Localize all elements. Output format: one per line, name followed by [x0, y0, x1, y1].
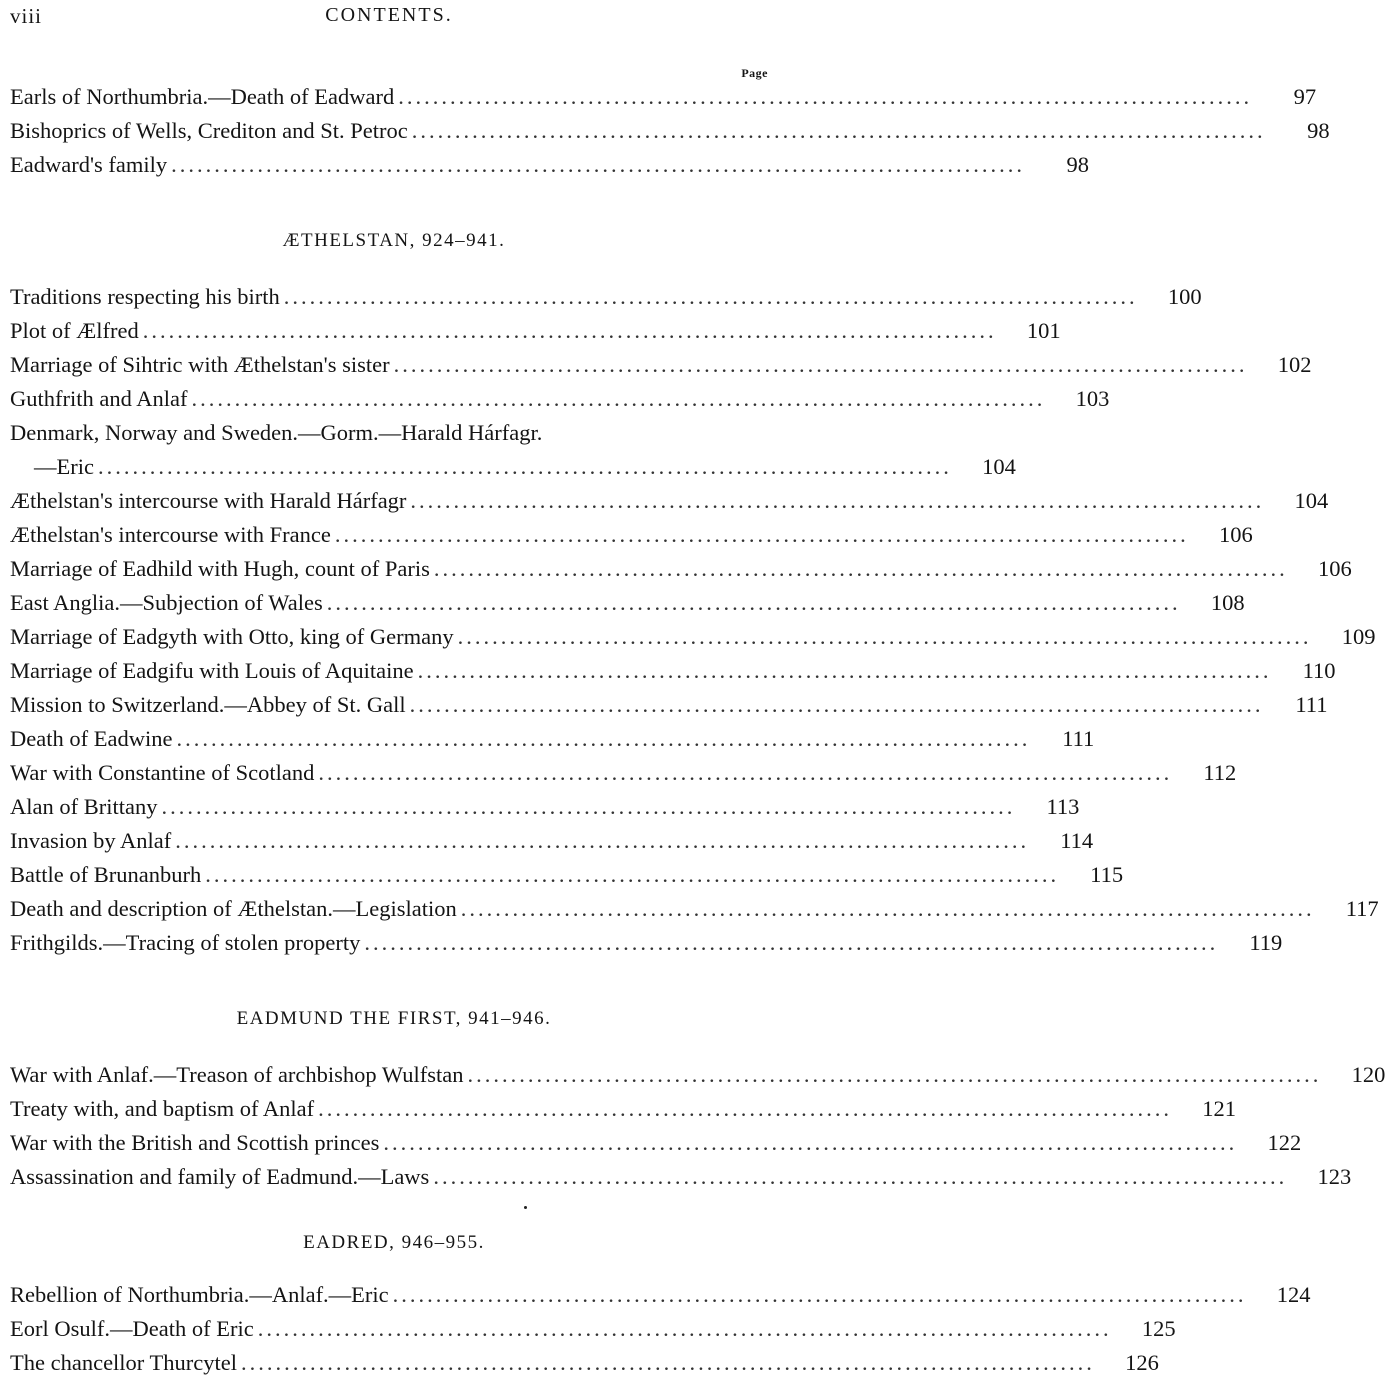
entry-title-first-line: Denmark, Norway and Sweden.—Gorm.—Harald Hárfagr.: [10, 420, 543, 445]
entry-title: East Anglia.—Subjection of Wales: [10, 590, 323, 615]
toc-entry: [10, 386, 1110, 416]
dot-leader: ...................................................................................................: [283, 284, 1138, 309]
dot-leader: ...................................................................................................: [240, 1350, 1095, 1375]
toc-entry: [10, 658, 1336, 688]
toc-entry: [34, 454, 1016, 484]
toc-entry: [10, 1282, 1311, 1312]
dot-leader: ...................................................................................................: [393, 352, 1248, 377]
section-heading: EADRED, 946–955.: [303, 1232, 485, 1253]
toc-entry: [10, 726, 1095, 756]
entry-page: 124: [1276, 1282, 1311, 1307]
printer-mark: [524, 1206, 527, 1209]
entry-title: Plot of Ælfred: [10, 318, 139, 343]
section-heading: ÆTHELSTAN, 924–941.: [282, 230, 506, 251]
dot-leader: ...................................................................................................: [467, 1062, 1322, 1087]
entry-page: 104: [1294, 488, 1329, 513]
entry-page: 126: [1125, 1350, 1159, 1375]
section-heading: EADMUND THE FIRST, 941–946.: [236, 1008, 552, 1029]
running-title: CONTENTS.: [325, 4, 453, 26]
dot-leader: ...................................................................................................: [398, 84, 1253, 109]
toc-entry: [10, 794, 1080, 824]
dot-leader: ...................................................................................................: [410, 488, 1265, 513]
running-head: [10, 4, 768, 34]
entry-page: 119: [1249, 930, 1283, 955]
entry-page: 98: [1307, 118, 1330, 143]
toc-entry: [10, 760, 1237, 790]
dot-leader: ...................................................................................................: [411, 118, 1266, 143]
dot-leader: ...................................................................................................: [433, 1164, 1288, 1189]
toc-entry: [10, 152, 1090, 182]
entry-page: 125: [1141, 1316, 1176, 1341]
toc-entry: [10, 590, 1245, 620]
entry-title: The chancellor Thurcytel: [10, 1350, 237, 1375]
dot-leader: ...................................................................................................: [97, 454, 952, 479]
toc-entry: [10, 118, 1330, 148]
toc-entry: [10, 862, 1124, 892]
toc-entry: [10, 1062, 1385, 1092]
entry-page: 114: [1060, 828, 1094, 853]
dot-leader: ...................................................................................................: [176, 726, 1031, 751]
entry-title: Eorl Osulf.—Death of Eric: [10, 1316, 254, 1341]
toc-entry: [10, 1096, 1237, 1126]
entry-title: Traditions respecting his birth: [10, 284, 280, 309]
entry-title: Treaty with, and baptism of Anlaf: [10, 1096, 315, 1121]
dot-leader: ...................................................................................................: [457, 624, 1312, 649]
dot-leader: ...................................................................................................: [383, 1130, 1238, 1155]
entry-title: Æthelstan's intercourse with France: [10, 522, 331, 547]
dot-leader: ...................................................................................................: [326, 590, 1181, 615]
entry-title: War with Anlaf.—Treason of archbishop Wulfstan: [10, 1062, 464, 1087]
entry-page: 108: [1210, 590, 1245, 615]
entry-title: Invasion by Anlaf: [10, 828, 172, 853]
dot-leader: ...................................................................................................: [171, 152, 1026, 177]
entry-page: 100: [1167, 284, 1202, 309]
entry-title-continuation: —Eric: [34, 454, 94, 479]
entry-title: Mission to Switzerland.—Abbey of St. Gall: [10, 692, 406, 717]
entry-page: 101: [1026, 318, 1061, 343]
entry-title: Marriage of Eadgifu with Louis of Aquitaine: [10, 658, 414, 683]
entry-title: Alan of Brittany: [10, 794, 158, 819]
page-column-label: Page: [741, 66, 768, 80]
dot-leader: ...................................................................................................: [175, 828, 1030, 853]
entry-page: 120: [1351, 1062, 1385, 1087]
entry-page: 110: [1302, 658, 1336, 683]
entry-page: 106: [1218, 522, 1253, 547]
toc-entry: [10, 84, 1317, 114]
entry-title: Eadward's family: [10, 152, 168, 177]
dot-leader: ...................................................................................................: [392, 1282, 1247, 1307]
dot-leader: ...................................................................................................: [433, 556, 1288, 581]
toc-entry: [10, 522, 1253, 552]
entry-title: Bishoprics of Wells, Crediton and St. Petroc: [10, 118, 408, 143]
dot-leader: ...................................................................................................: [460, 896, 1315, 921]
toc-entry: [10, 352, 1312, 382]
toc-entry: [10, 624, 1376, 654]
dot-leader: ...................................................................................................: [161, 794, 1016, 819]
entry-title: Assassination and family of Eadmund.—Laws: [10, 1164, 430, 1189]
entry-title: Earls of Northumbria.—Death of Eadward: [10, 84, 395, 109]
entry-title: Battle of Brunanburh: [10, 862, 202, 887]
toc-entry: [10, 556, 1352, 586]
toc-entry: [10, 896, 1379, 926]
dot-leader: ...................................................................................................: [334, 522, 1189, 547]
toc-entry: [10, 1130, 1302, 1160]
entry-title: Guthfrith and Anlaf: [10, 386, 188, 411]
toc-entry: [10, 284, 1202, 314]
entry-page: 121: [1202, 1096, 1237, 1121]
entry-page: 113: [1046, 794, 1080, 819]
entry-page: 123: [1317, 1164, 1352, 1189]
toc-entry: [10, 692, 1328, 722]
toc-entry: [10, 318, 1061, 348]
entry-page: 98: [1066, 152, 1090, 177]
toc-entry: [10, 930, 1283, 960]
entry-page: 106: [1318, 556, 1352, 581]
dot-leader: ...................................................................................................: [318, 1096, 1173, 1121]
entry-title: Frithgilds.—Tracing of stolen property: [10, 930, 361, 955]
entry-page: 97: [1293, 84, 1317, 109]
entry-title: Rebellion of Northumbria.—Anlaf.—Eric: [10, 1282, 389, 1307]
entry-page: 103: [1075, 386, 1110, 411]
entry-page: 111: [1295, 692, 1328, 717]
entry-title: Marriage of Eadgyth with Otto, king of Germany: [10, 624, 454, 649]
dot-leader: ...................................................................................................: [142, 318, 997, 343]
entry-page: 117: [1345, 896, 1379, 921]
entry-page: 112: [1203, 760, 1237, 785]
toc-entry: [10, 828, 1094, 858]
toc-entry: [10, 488, 1329, 518]
dot-leader: ...................................................................................................: [417, 658, 1272, 683]
entry-title: Death of Eadwine: [10, 726, 173, 751]
dot-leader: ...................................................................................................: [257, 1316, 1112, 1341]
entry-title: Marriage of Eadhild with Hugh, count of Paris: [10, 556, 430, 581]
entry-title: Death and description of Æthelstan.—Legislation: [10, 896, 457, 921]
entry-page: 104: [982, 454, 1016, 479]
entry-title: War with the British and Scottish princes: [10, 1130, 380, 1155]
toc-entry: [10, 1164, 1352, 1194]
toc-entry: [10, 1350, 1159, 1380]
entry-page: 102: [1277, 352, 1312, 377]
dot-leader: ...................................................................................................: [364, 930, 1219, 955]
entry-title: War with Constantine of Scotland: [10, 760, 315, 785]
dot-leader: ...................................................................................................: [191, 386, 1046, 411]
page-number: viii: [10, 4, 43, 28]
dot-leader: ...................................................................................................: [205, 862, 1060, 887]
dot-leader: ...................................................................................................: [318, 760, 1173, 785]
toc-entry: [10, 1316, 1176, 1346]
entry-page: 115: [1090, 862, 1124, 887]
entry-title: Æthelstan's intercourse with Harald Hárfagr: [10, 488, 407, 513]
dot-leader: ...................................................................................................: [409, 692, 1264, 717]
entry-page: 122: [1267, 1130, 1302, 1155]
entry-title: Marriage of Sihtric with Æthelstan's sister: [10, 352, 390, 377]
entry-page: 109: [1341, 624, 1376, 649]
entry-page: 111: [1062, 726, 1095, 751]
